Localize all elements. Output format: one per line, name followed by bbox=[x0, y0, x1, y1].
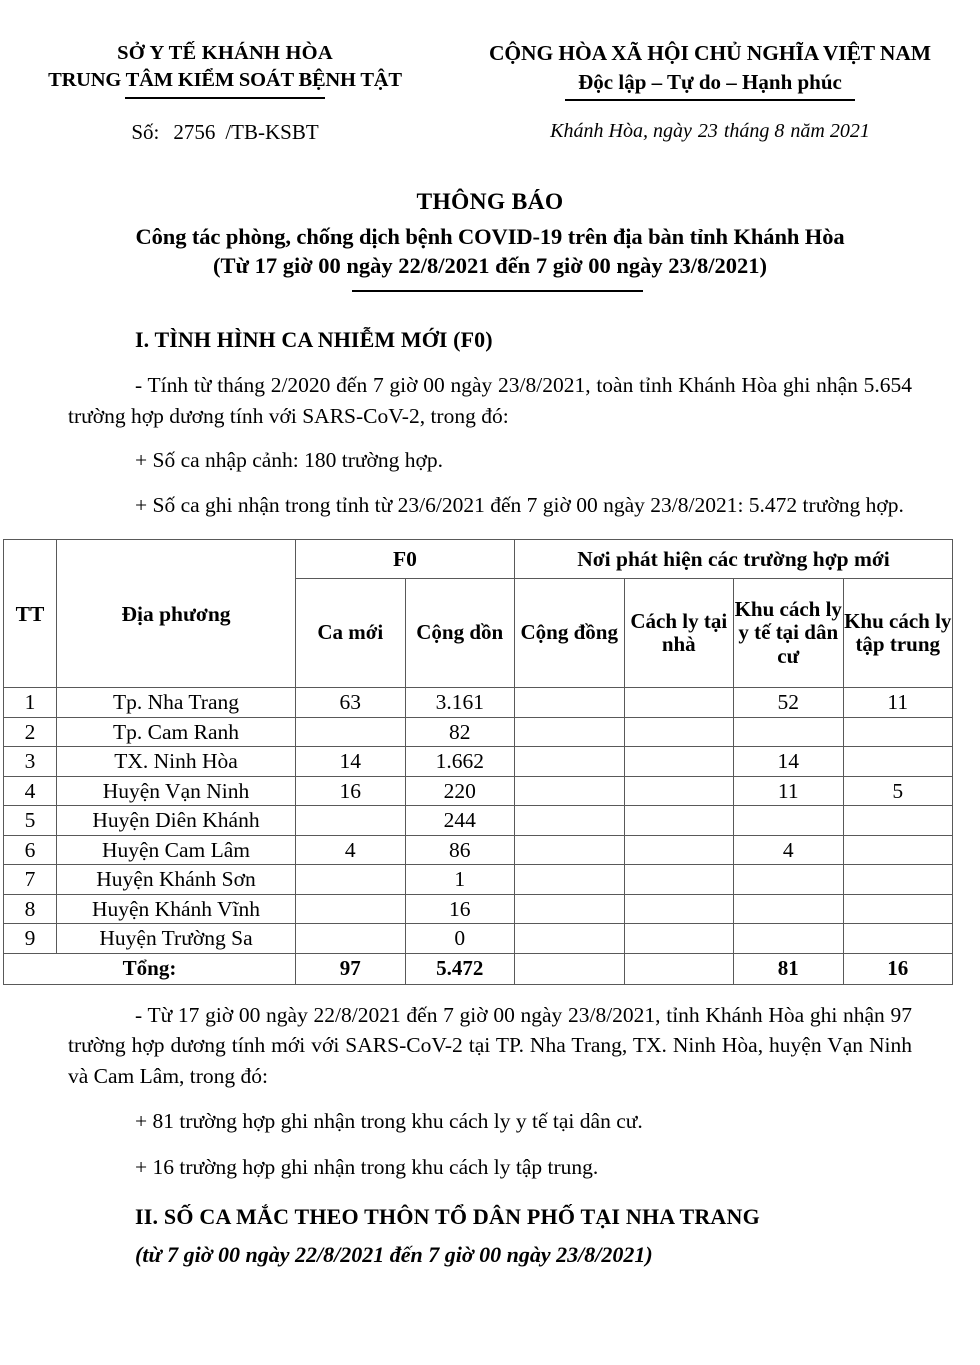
total-cumulative: 5.472 bbox=[405, 953, 515, 984]
cell-cumulative: 1.662 bbox=[405, 747, 515, 777]
cell-new-cases: 14 bbox=[296, 747, 406, 777]
cell-concentrated-quarantine: 5 bbox=[843, 776, 953, 806]
document-type-title: THÔNG BÁO bbox=[416, 189, 564, 216]
letterhead bbox=[0, 0, 980, 101]
cell-tt: 1 bbox=[4, 688, 57, 718]
cell-community bbox=[515, 717, 625, 747]
table-foot bbox=[4, 953, 953, 984]
header-group-detection-place: Nơi phát hiện các trường hợp mới bbox=[515, 540, 953, 579]
cell-concentrated-quarantine bbox=[843, 865, 953, 895]
cell-concentrated-quarantine bbox=[843, 806, 953, 836]
national-motto: Độc lập – Tự do – Hạnh phúc bbox=[578, 69, 842, 94]
cell-community bbox=[515, 865, 625, 895]
document-number bbox=[0, 120, 440, 145]
motto-wrap bbox=[440, 68, 980, 101]
table-row bbox=[4, 806, 953, 836]
header-tt: TT bbox=[4, 540, 57, 688]
cell-locality: Huyện Cam Lâm bbox=[57, 835, 296, 865]
cell-home-quarantine bbox=[624, 894, 734, 924]
table-row bbox=[4, 747, 953, 777]
place-date-prefix: Khánh Hòa, ngày bbox=[550, 120, 692, 143]
cell-home-quarantine bbox=[624, 688, 734, 718]
cell-medical-quarantine-residential bbox=[734, 894, 844, 924]
cell-tt: 2 bbox=[4, 717, 57, 747]
cell-new-cases: 63 bbox=[296, 688, 406, 718]
section-2-heading: II. SỐ CA MẮC THEO THÔN TỔ DÂN PHỐ TẠI NHA TRANG bbox=[135, 1204, 760, 1230]
cell-community bbox=[515, 924, 625, 954]
cell-new-cases bbox=[296, 717, 406, 747]
cell-cumulative: 82 bbox=[405, 717, 515, 747]
document-period: (Từ 17 giờ 00 ngày 22/8/2021 đến 7 giờ 00 ngày 23/8/2021) bbox=[212, 253, 768, 279]
cell-concentrated-quarantine bbox=[843, 924, 953, 954]
section-1-bullet-imported-cases: + Số ca nhập cảnh: 180 trường hợp. bbox=[135, 448, 444, 473]
header-concentrated-quarantine: Khu cách ly tập trung bbox=[843, 579, 953, 688]
cell-cumulative: 16 bbox=[405, 894, 515, 924]
table-row bbox=[4, 776, 953, 806]
cell-cumulative: 86 bbox=[405, 835, 515, 865]
table-row bbox=[4, 717, 953, 747]
cell-new-cases: 4 bbox=[296, 835, 406, 865]
cell-concentrated-quarantine bbox=[843, 894, 953, 924]
section-1-summary-paragraph: - Từ 17 giờ 00 ngày 22/8/2021 đến 7 giờ 00 ngày 23/8/2021, tỉnh Khánh Hòa ghi nhận 97 trường hợp dương tính mới với SARS-CoV-2 tại TP. Nha Trang, TX. Ninh Hòa, huyện Vạn Ninh và Cam Lâm, trong đó: bbox=[68, 1002, 912, 1088]
cell-tt: 4 bbox=[4, 776, 57, 806]
department-name: SỞ Y TẾ KHÁNH HÒA bbox=[117, 42, 333, 64]
section-1-heading: I. TÌNH HÌNH CA NHIỄM MỚI (F0) bbox=[135, 327, 493, 353]
cell-home-quarantine bbox=[624, 717, 734, 747]
cell-community bbox=[515, 688, 625, 718]
date-month: tháng 8 bbox=[723, 120, 785, 143]
cell-concentrated-quarantine bbox=[843, 747, 953, 777]
table-total-row bbox=[4, 953, 953, 984]
cell-home-quarantine bbox=[624, 806, 734, 836]
table-row bbox=[4, 924, 953, 954]
section-1-summary-bullet-residential: + 81 trường hợp ghi nhận trong khu cách ly y tế tại dân cư. bbox=[135, 1109, 643, 1134]
header-medical-quarantine-residential: Khu cách ly y tế tại dân cư bbox=[734, 579, 844, 688]
cell-community bbox=[515, 835, 625, 865]
title-block bbox=[0, 188, 980, 281]
cell-community bbox=[515, 806, 625, 836]
cell-tt: 6 bbox=[4, 835, 57, 865]
document-subject: Công tác phòng, chống dịch bệnh COVID-19 trên địa bàn tỉnh Khánh Hòa bbox=[135, 223, 845, 249]
section-1-intro-paragraph: - Tính từ tháng 2/2020 đến 7 giờ 00 ngày 23/8/2021, toàn tỉnh Khánh Hòa ghi nhận 5.654 trường hợp dương tính với SARS-CoV-2, trong đó: bbox=[68, 373, 912, 428]
cell-home-quarantine bbox=[624, 747, 734, 777]
cell-locality: Huyện Trường Sa bbox=[57, 924, 296, 954]
cell-concentrated-quarantine bbox=[843, 835, 953, 865]
center-name: TRUNG TÂM KIỂM SOÁT BỆNH TẬT bbox=[48, 68, 402, 91]
table-header-group-row bbox=[4, 540, 953, 579]
total-label: Tổng: bbox=[4, 953, 296, 984]
title-period-underline bbox=[352, 290, 643, 292]
document-number-value: 2756 bbox=[173, 120, 216, 145]
cell-new-cases: 16 bbox=[296, 776, 406, 806]
header-locality: Địa phương bbox=[57, 540, 296, 688]
table-body bbox=[4, 688, 953, 954]
cell-locality: Huyện Diên Khánh bbox=[57, 806, 296, 836]
cell-medical-quarantine-residential: 4 bbox=[734, 835, 844, 865]
cell-locality: TX. Ninh Hòa bbox=[57, 747, 296, 777]
cell-cumulative: 244 bbox=[405, 806, 515, 836]
table-row bbox=[4, 865, 953, 895]
cell-new-cases bbox=[296, 924, 406, 954]
document-number-label: Số: bbox=[131, 120, 160, 145]
place-date bbox=[440, 120, 980, 145]
covid-case-table bbox=[3, 539, 953, 985]
center-name-wrap bbox=[10, 67, 440, 100]
header-community: Cộng đồng bbox=[515, 579, 625, 688]
cell-tt: 9 bbox=[4, 924, 57, 954]
table-row bbox=[4, 894, 953, 924]
total-concentrated-quarantine: 16 bbox=[843, 953, 953, 984]
cell-cumulative: 3.161 bbox=[405, 688, 515, 718]
cell-new-cases bbox=[296, 865, 406, 895]
department-underline bbox=[125, 97, 325, 99]
nation-title: CỘNG HÒA XÃ HỘI CHỦ NGHĨA VIỆT NAM bbox=[489, 41, 931, 65]
cell-medical-quarantine-residential: 14 bbox=[734, 747, 844, 777]
cell-concentrated-quarantine bbox=[843, 717, 953, 747]
cell-community bbox=[515, 894, 625, 924]
cell-home-quarantine bbox=[624, 776, 734, 806]
header-cumulative: Cộng dồn bbox=[405, 579, 515, 688]
cell-cumulative: 220 bbox=[405, 776, 515, 806]
cell-locality: Huyện Khánh Sơn bbox=[57, 865, 296, 895]
cell-medical-quarantine-residential bbox=[734, 865, 844, 895]
covid-case-table-wrapper bbox=[3, 539, 953, 985]
cell-home-quarantine bbox=[624, 924, 734, 954]
date-year: năm 2021 bbox=[790, 120, 870, 143]
cell-new-cases bbox=[296, 894, 406, 924]
cell-home-quarantine bbox=[624, 865, 734, 895]
table-row bbox=[4, 835, 953, 865]
section-1-bullet-domestic-cases: + Số ca ghi nhận trong tỉnh từ 23/6/2021 đến 7 giờ 00 ngày 23/8/2021: 5.472 trường hợp. bbox=[135, 492, 904, 517]
cell-concentrated-quarantine: 11 bbox=[843, 688, 953, 718]
cell-locality: Tp. Nha Trang bbox=[57, 688, 296, 718]
letterhead-right bbox=[440, 40, 980, 101]
document-number-suffix: /TB-KSBT bbox=[225, 120, 319, 145]
cell-new-cases bbox=[296, 806, 406, 836]
table-row bbox=[4, 688, 953, 718]
cell-medical-quarantine-residential bbox=[734, 924, 844, 954]
cell-medical-quarantine-residential: 11 bbox=[734, 776, 844, 806]
section-1-summary-bullet-concentrated: + 16 trường hợp ghi nhận trong khu cách ly tập trung. bbox=[135, 1154, 599, 1179]
number-date-row bbox=[0, 120, 980, 145]
cell-tt: 8 bbox=[4, 894, 57, 924]
document-period-wrap bbox=[0, 251, 980, 281]
total-community bbox=[515, 953, 625, 984]
total-new-cases: 97 bbox=[296, 953, 406, 984]
table-head bbox=[4, 540, 953, 688]
cell-tt: 5 bbox=[4, 806, 57, 836]
cell-medical-quarantine-residential bbox=[734, 717, 844, 747]
total-home-quarantine bbox=[624, 953, 734, 984]
section-2-subheading: (từ 7 giờ 00 ngày 22/8/2021 đến 7 giờ 00 ngày 23/8/2021) bbox=[135, 1242, 653, 1268]
header-new-cases: Ca mới bbox=[296, 579, 406, 688]
motto-underline bbox=[565, 99, 855, 101]
cell-community bbox=[515, 776, 625, 806]
total-medical-quarantine-residential: 81 bbox=[734, 953, 844, 984]
cell-medical-quarantine-residential: 52 bbox=[734, 688, 844, 718]
header-group-f0: F0 bbox=[296, 540, 515, 579]
cell-home-quarantine bbox=[624, 835, 734, 865]
cell-tt: 3 bbox=[4, 747, 57, 777]
cell-tt: 7 bbox=[4, 865, 57, 895]
cell-cumulative: 0 bbox=[405, 924, 515, 954]
date-day: 23 bbox=[697, 120, 718, 143]
cell-community bbox=[515, 747, 625, 777]
cell-locality: Huyện Vạn Ninh bbox=[57, 776, 296, 806]
cell-locality: Tp. Cam Ranh bbox=[57, 717, 296, 747]
cell-locality: Huyện Khánh Vĩnh bbox=[57, 894, 296, 924]
cell-cumulative: 1 bbox=[405, 865, 515, 895]
cell-medical-quarantine-residential bbox=[734, 806, 844, 836]
header-home-quarantine: Cách ly tại nhà bbox=[624, 579, 734, 688]
letterhead-left bbox=[0, 40, 440, 99]
